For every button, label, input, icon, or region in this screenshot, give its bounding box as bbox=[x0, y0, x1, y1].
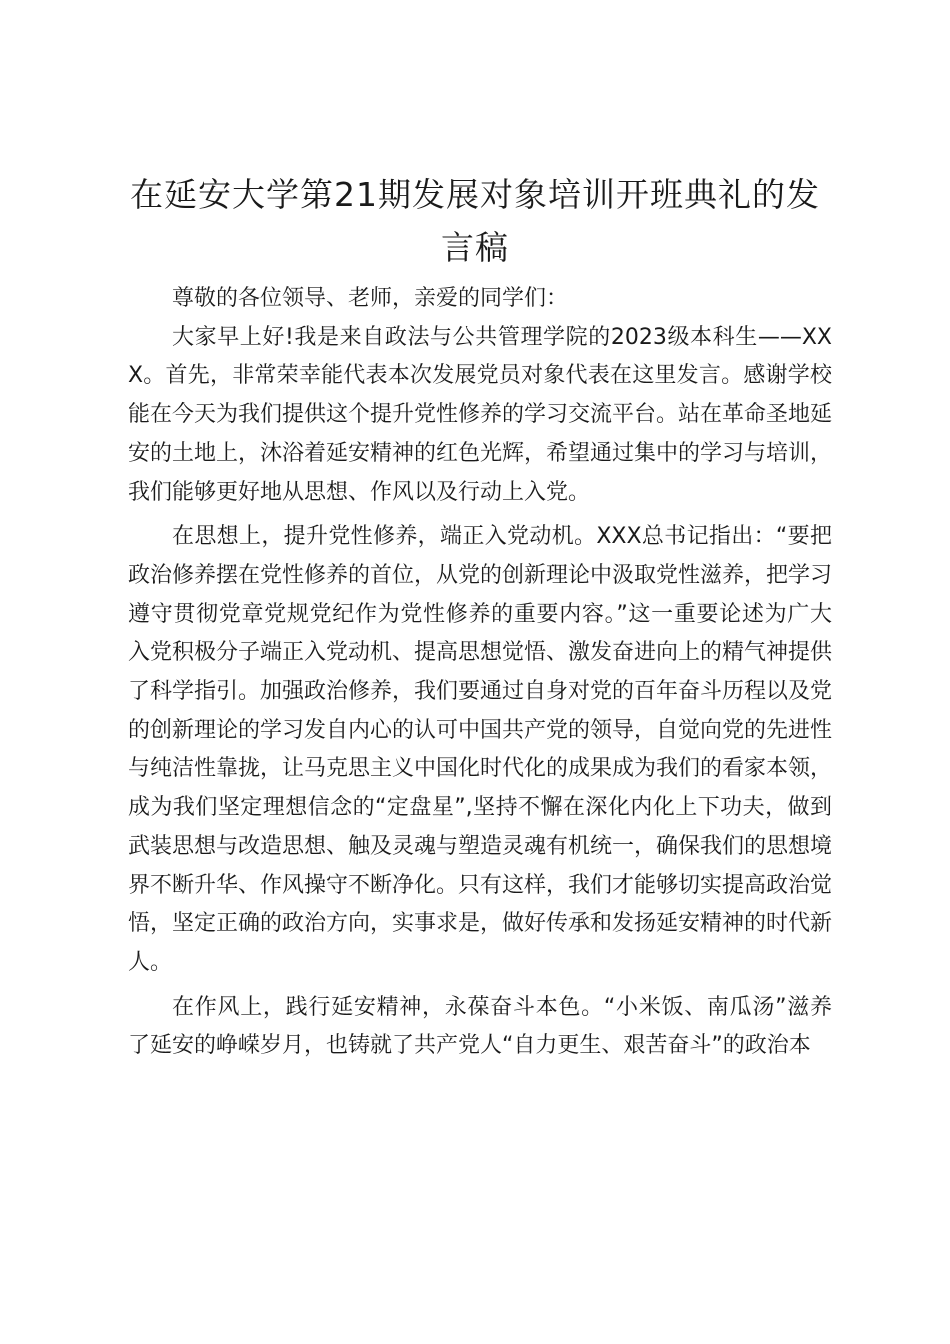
body-paragraph-2: 在思想上，提升党性修养，端正入党动机。XXX总书记指出：“要把政治修养摆在党性修养的首位，从党的创新理论中汲取党性滋养，把学习遵守贯彻党章党规党纪作为党性修养的重要内容。”这一重要论述为广大入党积极分子端正入党动机、提高思想觉悟、激发奋进向上的精气神提供了科学指引。加强政治修养，我们要通过自身对党的百年奋斗历程以及党的创新理论的学习发自内心的认可中国共产党的领导，自觉向党的先进性与纯洁性靠拢，让马克思主义中国化时代化的成果成为我们的看家本领，成为我们坚定理想信念的“定盘星”,坚持不懈在深化内化上下功夫，做到武装思想与改造思想、触及灵魂与塑造灵魂有机统一，确保我们的思想境界不断升华、作风操守不断净化。只有这样，我们才能够切实提高政治觉悟，坚定正确的政治方向，实事求是，做好传承和发扬延安精神的时代新人。 bbox=[128, 524, 833, 975]
greeting-paragraph: 尊敬的各位领导、老师，亲爱的同学们： bbox=[172, 286, 569, 311]
body-paragraph-1: 大家早上好!我是来自政法与公共管理学院的2023级本科生——XXX。首先，非常荣幸能代表本次发展党员对象代表在这里发言。感谢学校能在今天为我们提供这个提升党性修养的学习交流平台。站在革命圣地延安的土地上，沐浴着延安精神的红色光辉，希望通过集中的学习与培训，我们能够更好地从思想、作风以及行动上入党。 bbox=[128, 324, 833, 505]
document-title: 在延安大学第21期发展对象培训开班典礼的发言稿 bbox=[130, 175, 820, 267]
document-body bbox=[128, 280, 832, 1066]
body-paragraph-3: 在作风上，践行延安精神，永葆奋斗本色。“小米饭、南瓜汤”滋养了延安的峥嵘岁月，也铸就了共产党人“自力更生、艰苦奋斗”的政治本 bbox=[128, 994, 832, 1059]
